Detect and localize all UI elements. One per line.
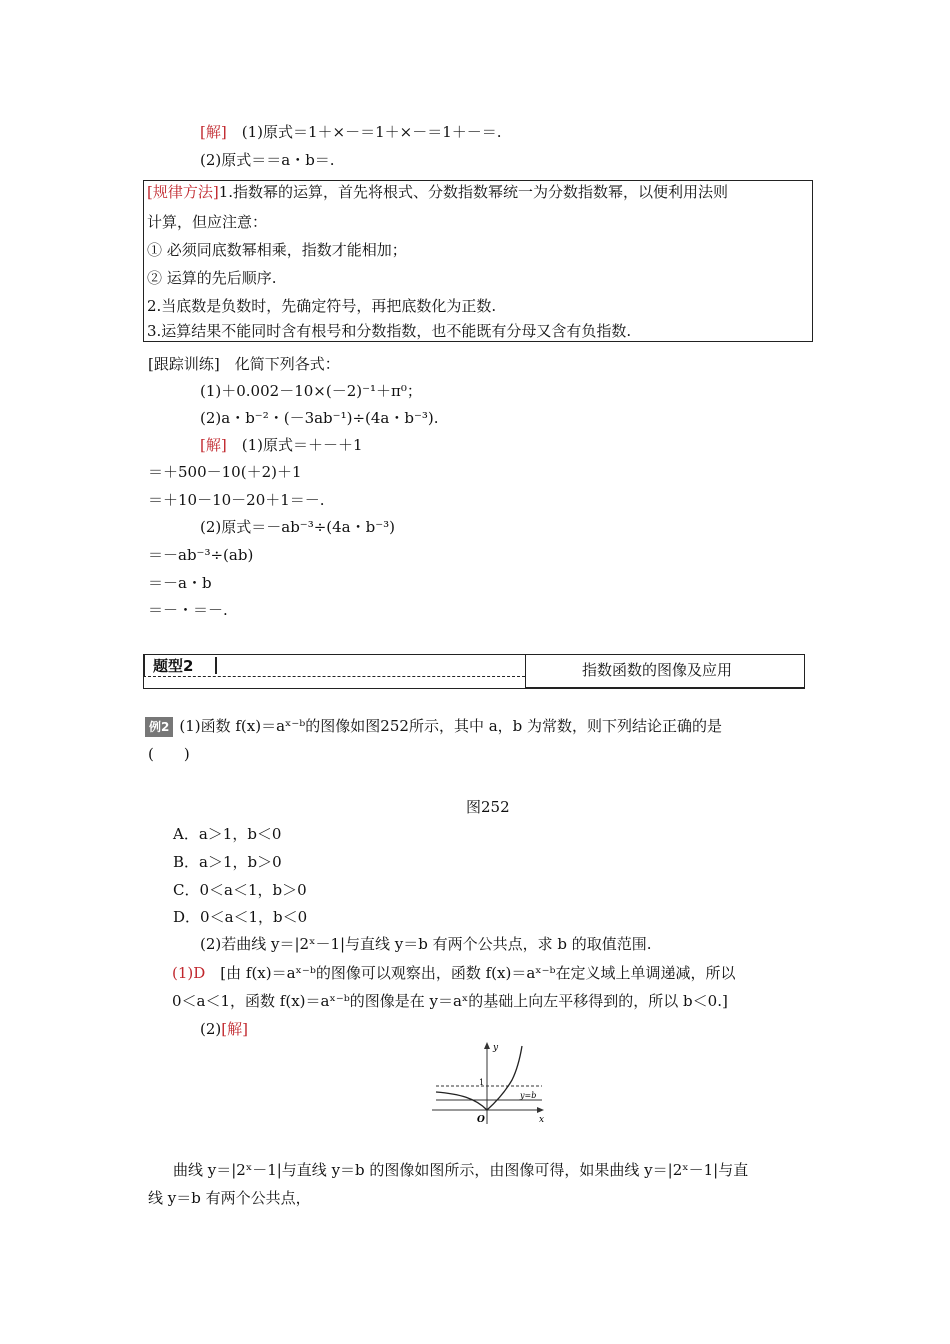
practice-solution-2: (2)原式＝－ab⁻³÷(4a・b⁻³) [200, 518, 396, 536]
practice-step-1: ＝＋500－10(＋2)＋1 [148, 463, 302, 481]
practice-step-4: ＝－a・b [148, 574, 212, 592]
method-line-3: ① 必须同底数幂相乘，指数才能相加； [147, 241, 407, 259]
x-axis-label: x [539, 1115, 545, 1125]
method-box [143, 180, 813, 342]
solution-mark: [解] [200, 436, 227, 454]
method-line-4: ② 运算的先后顺序. [147, 269, 277, 287]
section-title: 指数函数的图像及应用 [582, 661, 733, 679]
example-paren: ( ) [148, 745, 190, 763]
option-d: D．0＜a＜1，b＜0 [173, 908, 308, 926]
y-axis-label: y [493, 1043, 499, 1053]
practice-step-5: ＝－・＝－. [148, 601, 228, 619]
example-line-1 [145, 716, 722, 737]
example-text: (1)函数 f(x)＝aˣ⁻ᵇ的图像如图252所示，其中 a，b 为常数，则下列结论正确的是 [179, 717, 723, 735]
conclusion-line-2: 线 y＝b 有两个公共点， [148, 1189, 311, 1207]
practice-heading: [跟踪训练] 化简下列各式： [148, 355, 340, 373]
practice-q2: (2)a・b⁻²・(－3ab⁻¹)÷(4a・b⁻³). [200, 409, 439, 427]
solution-text: (1)原式＝1＋×－＝1＋×－＝1＋－＝. [226, 123, 502, 141]
section-header [143, 654, 805, 689]
answer-line-1 [172, 963, 736, 983]
method-line-1 [147, 182, 728, 202]
practice-step-2: ＝＋10－10－20＋1＝－. [148, 491, 325, 509]
section-tag [143, 654, 527, 677]
practice-step-3: ＝－ab⁻³÷(ab) [148, 546, 254, 564]
example-badge: 例2 [145, 717, 173, 737]
line-label: y=b [520, 1091, 537, 1100]
method-line-5: 2.当底数是负数时，先确定符号，再把底数化为正数. [147, 297, 497, 315]
method-line-2: 计算，但应注意： [147, 213, 268, 231]
option-a: A．a＞1，b＜0 [173, 825, 282, 843]
origin-label: O [477, 1115, 485, 1125]
function-graph [430, 1040, 550, 1130]
solution-mark: [解] [221, 1020, 248, 1038]
answer-text-1: [由 f(x)＝aˣ⁻ᵇ的图像可以观察出，函数 f(x)＝aˣ⁻ᵇ在定义域上单调递减，所以 [205, 964, 736, 982]
section-title-box [525, 654, 805, 688]
solution-line-1 [200, 122, 502, 142]
answer-line-2: 0＜a＜1，函数 f(x)＝aˣ⁻ᵇ的图像是在 y＝aˣ的基础上向左平移得到的，所以 b＜0.] [172, 992, 728, 1010]
x-axis-arrow [537, 1107, 544, 1113]
practice-solution-text: (1)原式＝＋－＋1 [226, 436, 363, 454]
solution-mark: [解] [200, 123, 227, 141]
answer-num: (2) [200, 1020, 222, 1038]
answer-mark: (1)D [172, 964, 206, 982]
example-q2: (2)若曲线 y＝|2ˣ－1|与直线 y＝b 有两个公共点，求 b 的取值范围. [200, 935, 652, 953]
tick-1-label: 1 [479, 1078, 485, 1087]
method-line-6: 3.运算结果不能同时含有根号和分数指数，也不能既有分母又含有负指数. [147, 322, 632, 340]
practice-solution-1 [200, 435, 363, 455]
figure-caption: 图252 [466, 798, 510, 816]
y-axis-arrow [484, 1042, 490, 1049]
method-label: [规律方法] [147, 183, 219, 201]
practice-q1: (1)＋0.002－10×(－2)⁻¹＋π⁰； [200, 382, 422, 400]
answer-line-3 [200, 1019, 248, 1039]
conclusion-line-1: 曲线 y＝|2ˣ－1|与直线 y＝b 的图像如图所示，由图像可得，如果曲线 y＝|2ˣ－1|与直 [173, 1161, 749, 1179]
option-b: B．a＞1，b＞0 [173, 853, 282, 871]
solution-line-2: (2)原式＝＝a・b＝. [200, 151, 335, 169]
option-c: C．0＜a＜1，b＞0 [173, 881, 307, 899]
method-text-1: 1.指数幂的运算，首先将根式、分数指数幂统一为分数指数幂，以便利用法则 [218, 183, 729, 201]
section-tag-label: 题型2 [153, 657, 194, 675]
